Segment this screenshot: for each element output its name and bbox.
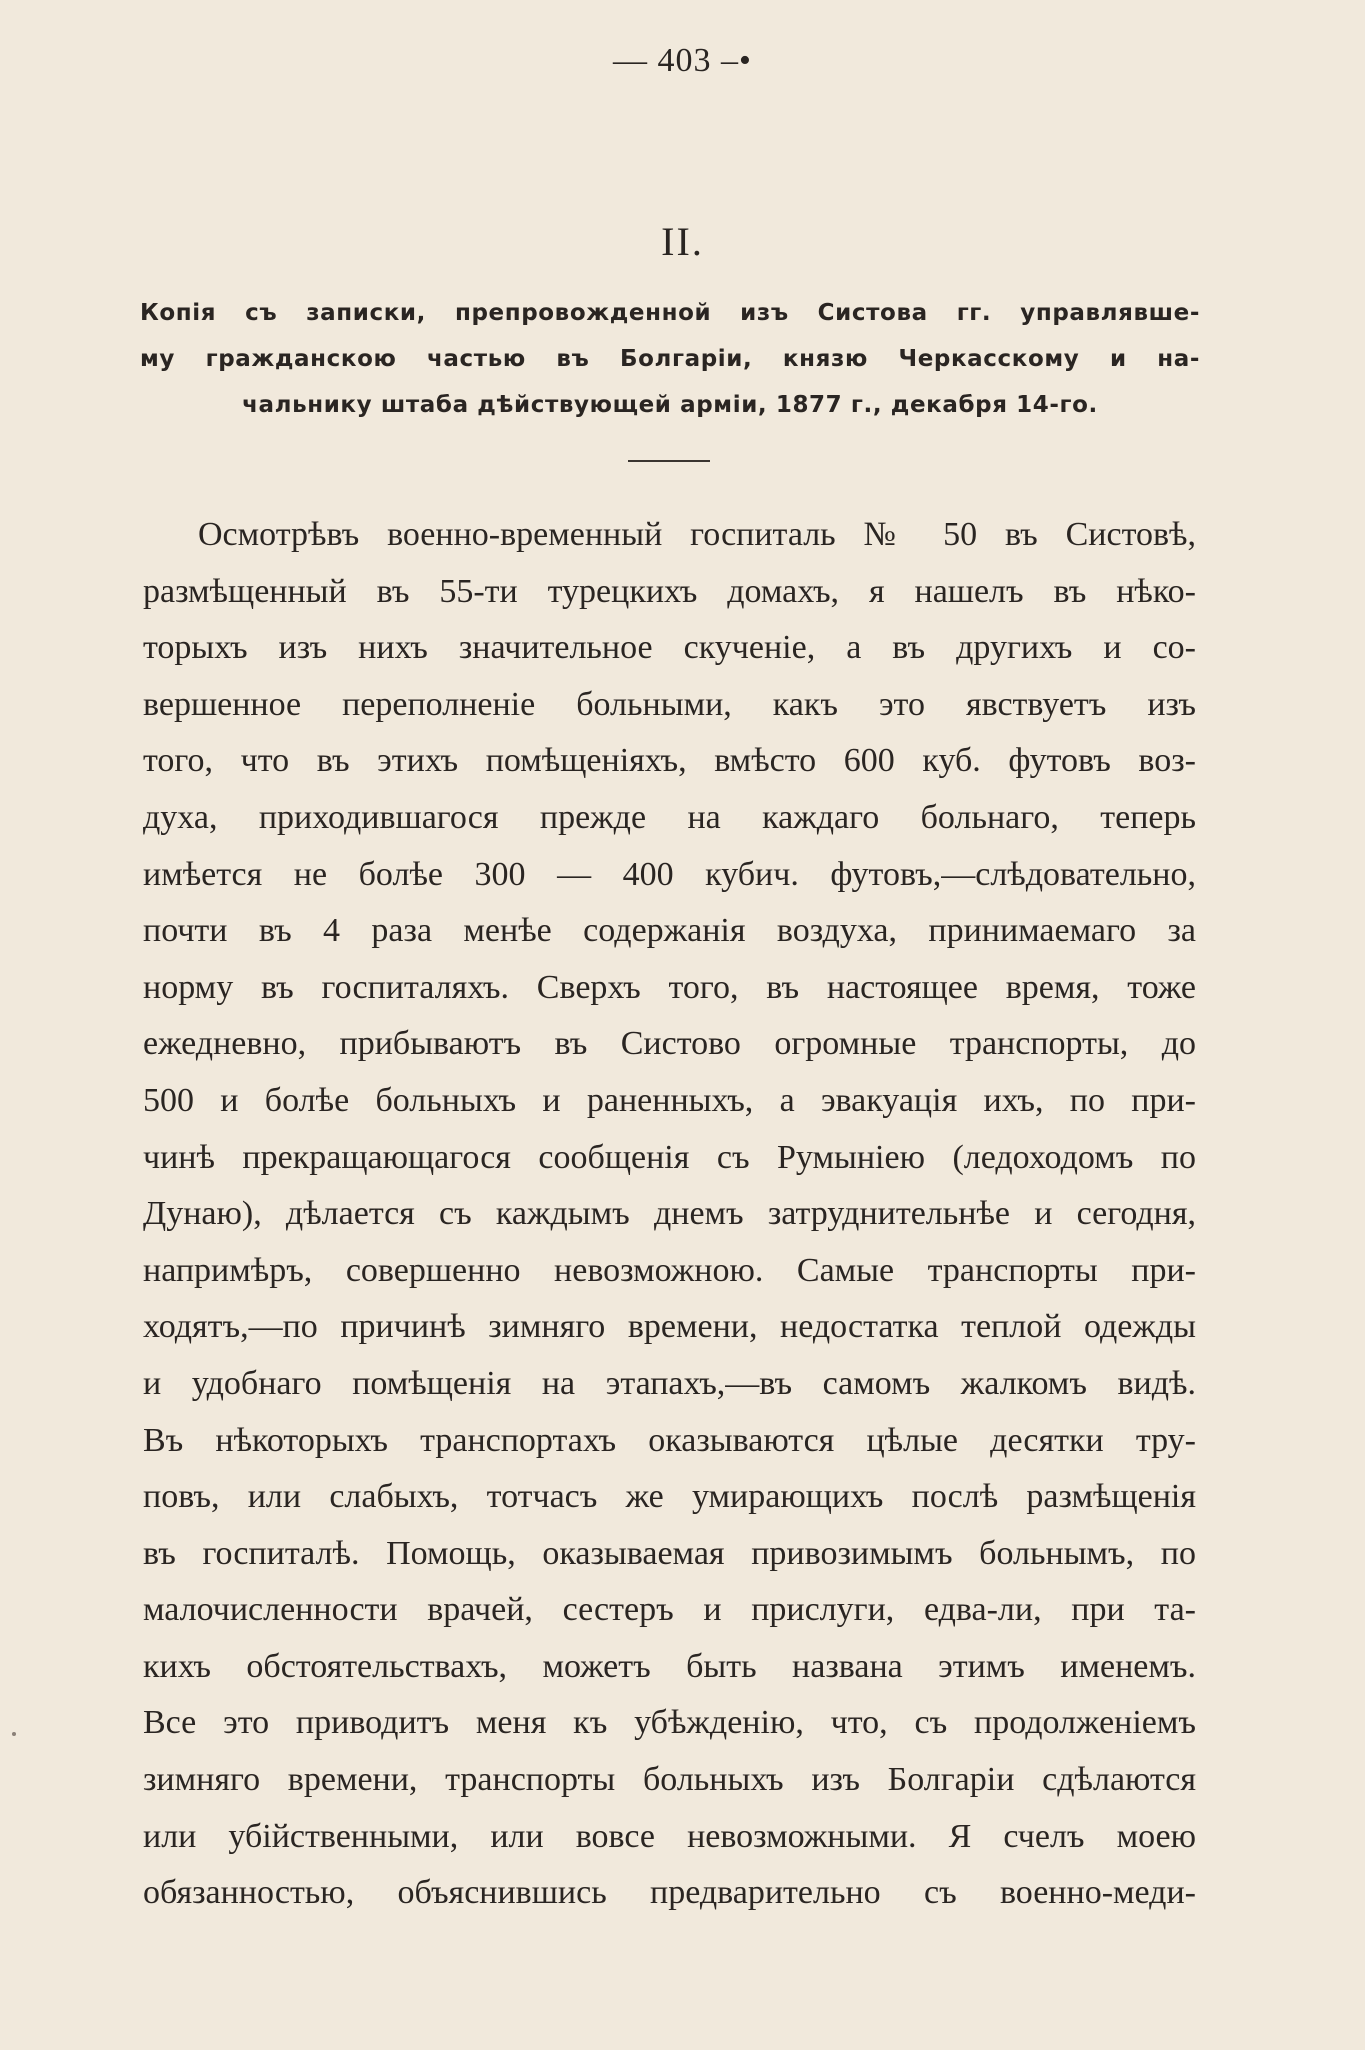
- section-heading: [140, 290, 1200, 428]
- body-line: повъ, или слабыхъ, тотчасъ же умирающихъ послѣ размѣщенія: [143, 1478, 1196, 1516]
- body-line: почти въ 4 раза менѣе содержанія воздуха, принимаемаго за: [143, 912, 1196, 950]
- heading-line: Копія съ записки, препровожденной изъ Систова гг. управлявше-: [140, 300, 1200, 326]
- body-line: ежедневно, прибываютъ въ Систово огромные транспорты, до: [143, 1025, 1196, 1063]
- body-line: Все это приводитъ меня къ убѣжденію, что, съ продолженіемъ: [143, 1704, 1196, 1742]
- body-line: или убійственными, или вовсе невозможными. Я счелъ моею: [143, 1817, 1196, 1855]
- body-line: въ госпиталѣ. Помощь, оказываемая привозимымъ больнымъ, по: [143, 1534, 1196, 1572]
- body-line: вершенное переполненіе больными, какъ это явствуетъ изъ: [143, 685, 1196, 723]
- heading-line: му гражданскою частью въ Болгаріи, князю Черкасскому и на-: [140, 346, 1200, 372]
- body-line: 500 и болѣе больныхъ и раненныхъ, а эвакуація ихъ, по при-: [143, 1081, 1196, 1119]
- body-line: торыхъ изъ нихъ значительное скученіе, а въ другихъ и со-: [143, 629, 1196, 667]
- body-line: обязанностью, объяснившись предварительно съ военно-меди-: [143, 1874, 1196, 1912]
- body-line: норму въ госпиталяхъ. Сверхъ того, въ настоящее время, тоже: [143, 968, 1196, 1006]
- body-line: размѣщенный въ 55-ти турецкихъ домахъ, я нашелъ въ нѣко-: [143, 572, 1196, 610]
- body-line: Дунаю), дѣлается съ каждымъ днемъ затруднительнѣе и сегодня,: [143, 1195, 1196, 1233]
- section-numeral: II.: [661, 219, 704, 264]
- paper-speck: [12, 1732, 16, 1736]
- body-line: того, что въ этихъ помѣщеніяхъ, вмѣсто 600 куб. футовъ воз-: [143, 742, 1196, 780]
- body-line: кихъ обстоятельствахъ, можетъ быть названа этимъ именемъ.: [143, 1647, 1196, 1685]
- body-line: ходятъ,—по причинѣ зимняго времени, недостатка теплой одежды: [143, 1308, 1196, 1346]
- page-number: — 403 –•: [613, 42, 752, 79]
- heading-line: чальнику штаба дѣйствующей арміи, 1877 г., декабря 14-го.: [242, 392, 1098, 418]
- body-line: и удобнаго помѣщенія на этапахъ,—въ самомъ жалкомъ видѣ.: [143, 1364, 1196, 1402]
- body-line: Въ нѣкоторыхъ транспортахъ оказываются цѣлые десятки тру-: [143, 1421, 1196, 1459]
- body-line: напримѣръ, совершенно невозможною. Самые транспорты при-: [143, 1251, 1196, 1289]
- body-line: духа, приходившагося прежде на каждаго больнаго, теперь: [143, 798, 1196, 836]
- body-paragraph: [143, 507, 1196, 1922]
- body-line: зимняго времени, транспорты больныхъ изъ Болгаріи сдѣлаются: [143, 1761, 1196, 1799]
- section-divider: [628, 460, 710, 462]
- body-line: чинѣ прекращающагося сообщенія съ Румыніею (ледоходомъ по: [143, 1138, 1196, 1176]
- body-line: Осмотрѣвъ военно-временный госпиталь № 50 въ Систовѣ,: [198, 516, 1196, 553]
- body-line: малочисленности врачей, сестеръ и прислуги, едва-ли, при та-: [143, 1591, 1196, 1629]
- body-line: имѣется не болѣе 300 — 400 кубич. футовъ,—слѣдовательно,: [143, 855, 1196, 893]
